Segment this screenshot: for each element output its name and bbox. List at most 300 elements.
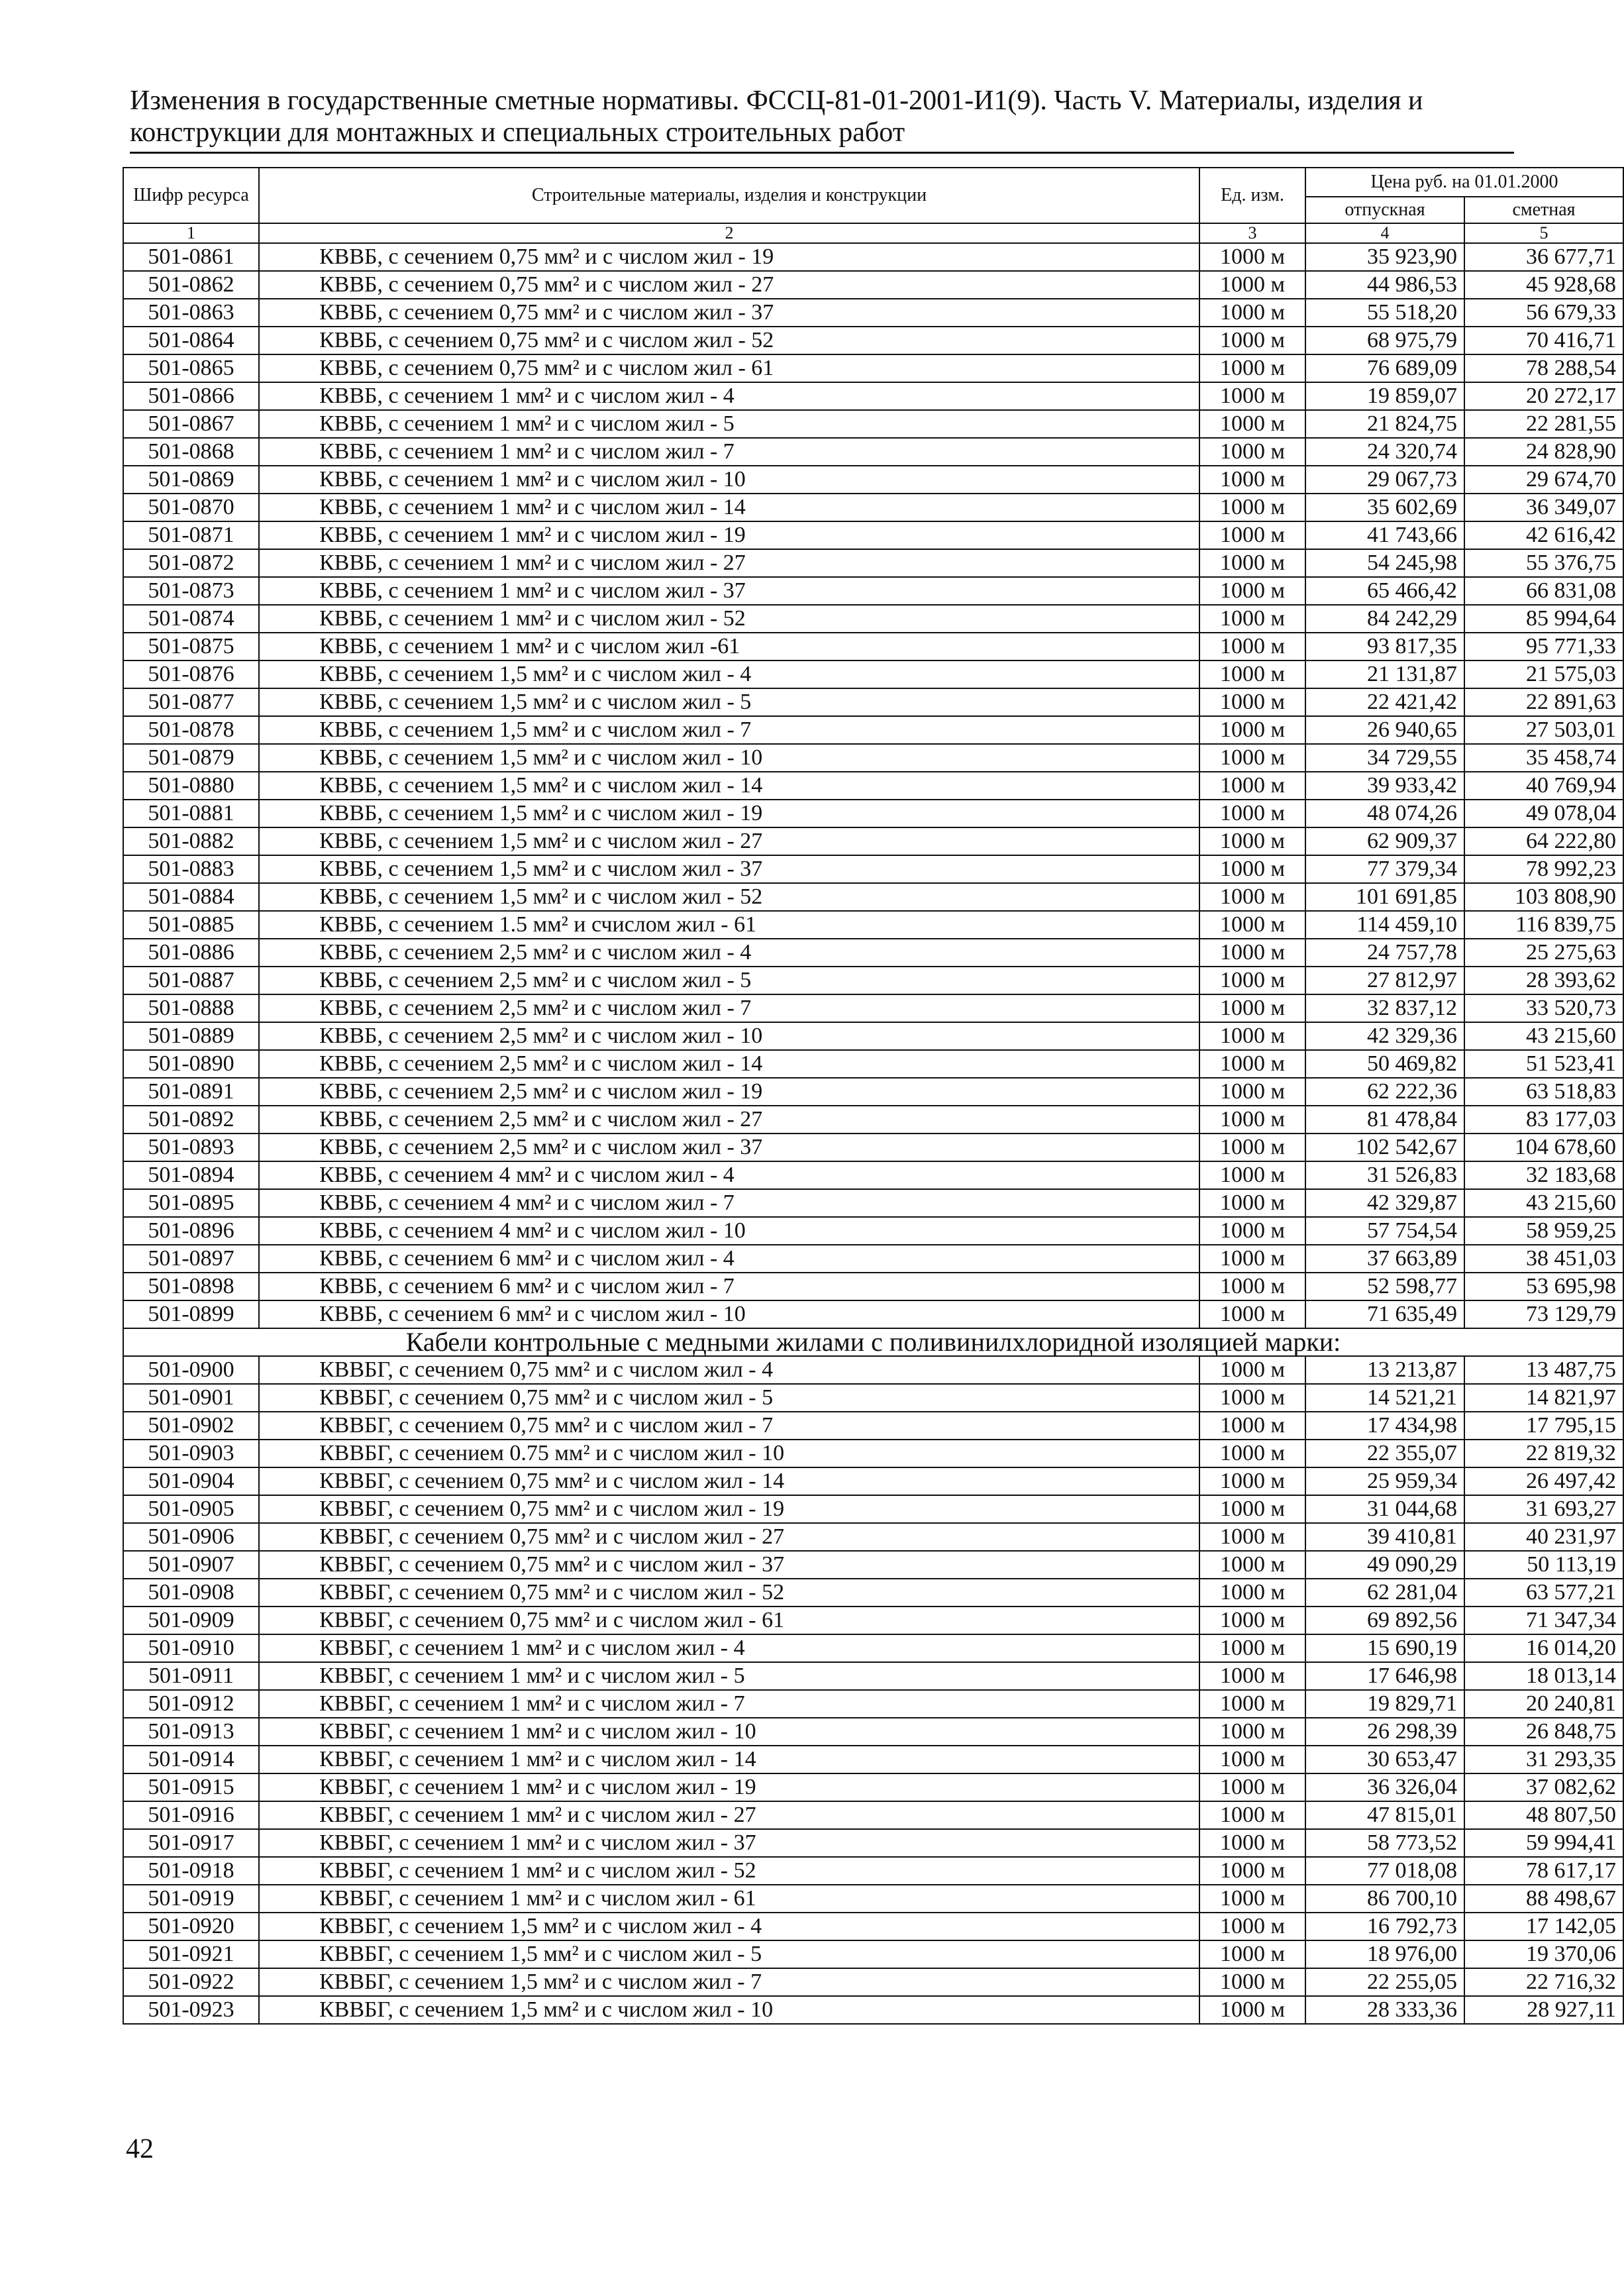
estimate-price: 95 771,33 [1464, 633, 1623, 660]
resource-code: 501-0895 [123, 1189, 259, 1217]
table-row [123, 327, 1623, 354]
table-body-kvvb [123, 243, 1623, 1328]
material-name: КВВБГ, с сечением 1,5 мм² и с числом жил - 7 [259, 1968, 1199, 1996]
resource-code: 501-0916 [123, 1801, 259, 1829]
release-price: 30 653,47 [1305, 1746, 1464, 1773]
table-row [123, 827, 1623, 855]
estimate-price: 22 716,32 [1464, 1968, 1623, 1996]
resource-code: 501-0892 [123, 1106, 259, 1134]
release-price: 36 326,04 [1305, 1773, 1464, 1801]
table-row [123, 1634, 1623, 1662]
material-name: КВВБ, с сечением 4 мм² и с числом жил - 10 [259, 1217, 1199, 1245]
table-row [123, 521, 1623, 549]
material-name: КВВБ, с сечением 1,5 мм² и с числом жил - 4 [259, 660, 1199, 688]
unit-cell: 1000 м [1199, 1300, 1305, 1328]
table-header [123, 168, 1623, 243]
unit-cell: 1000 м [1199, 1384, 1305, 1412]
release-price: 34 729,55 [1305, 744, 1464, 772]
material-name: КВВБ, с сечением 0,75 мм² и с числом жил - 61 [259, 354, 1199, 382]
resource-code: 501-0919 [123, 1885, 259, 1913]
release-price: 22 355,07 [1305, 1440, 1464, 1467]
estimate-price: 58 959,25 [1464, 1217, 1623, 1245]
table-row [123, 1078, 1623, 1106]
release-price: 76 689,09 [1305, 354, 1464, 382]
estimate-price: 31 693,27 [1464, 1495, 1623, 1523]
resource-code: 501-0863 [123, 299, 259, 327]
release-price: 31 044,68 [1305, 1495, 1464, 1523]
resource-code: 501-0865 [123, 354, 259, 382]
table-row [123, 1273, 1623, 1300]
table-row [123, 1968, 1623, 1996]
resource-code: 501-0905 [123, 1495, 259, 1523]
resource-code: 501-0901 [123, 1384, 259, 1412]
unit-cell: 1000 м [1199, 1106, 1305, 1134]
material-name: КВВБ, с сечением 2,5 мм² и с числом жил - 7 [259, 994, 1199, 1022]
release-price: 47 815,01 [1305, 1801, 1464, 1829]
material-name: КВВБ, с сечением 2,5 мм² и с числом жил - 5 [259, 967, 1199, 994]
resource-code: 501-0864 [123, 327, 259, 354]
table-row [123, 1913, 1623, 1940]
estimate-price: 22 281,55 [1464, 410, 1623, 438]
col-header-name: Строительные материалы, изделия и конструкции [259, 168, 1199, 223]
estimate-price: 29 674,70 [1464, 466, 1623, 494]
table-row [123, 855, 1623, 883]
unit-cell: 1000 м [1199, 967, 1305, 994]
resource-code: 501-0891 [123, 1078, 259, 1106]
material-name: КВВБ, с сечением 2,5 мм² и с числом жил - 27 [259, 1106, 1199, 1134]
unit-cell: 1000 м [1199, 438, 1305, 466]
table-row [123, 1551, 1623, 1579]
estimate-price: 73 129,79 [1464, 1300, 1623, 1328]
release-price: 62 909,37 [1305, 827, 1464, 855]
table-row [123, 1245, 1623, 1273]
unit-cell: 1000 м [1199, 855, 1305, 883]
release-price: 19 829,71 [1305, 1690, 1464, 1718]
material-name: КВВБГ, с сечением 1 мм² и с числом жил - 61 [259, 1885, 1199, 1913]
unit-cell: 1000 м [1199, 1829, 1305, 1857]
resource-code: 501-0917 [123, 1829, 259, 1857]
unit-cell: 1000 м [1199, 827, 1305, 855]
unit-cell: 1000 м [1199, 994, 1305, 1022]
table-row [123, 466, 1623, 494]
material-name: КВВБГ, с сечением 0,75 мм² и с числом жил - 37 [259, 1551, 1199, 1579]
resource-code: 501-0909 [123, 1607, 259, 1634]
unit-cell: 1000 м [1199, 410, 1305, 438]
material-name: КВВБ, с сечением 0,75 мм² и с числом жил - 27 [259, 271, 1199, 299]
release-price: 58 773,52 [1305, 1829, 1464, 1857]
release-price: 28 333,36 [1305, 1996, 1464, 2024]
material-name: КВВБ, с сечением 1 мм² и с числом жил - 5 [259, 410, 1199, 438]
table-row [123, 299, 1623, 327]
table-row [123, 883, 1623, 911]
estimate-price: 50 113,19 [1464, 1551, 1623, 1579]
unit-cell: 1000 м [1199, 1857, 1305, 1885]
material-name: КВВБГ, с сечением 1 мм² и с числом жил - 37 [259, 1829, 1199, 1857]
material-name: КВВБГ, с сечением 1 мм² и с числом жил - 4 [259, 1634, 1199, 1662]
estimate-price: 78 288,54 [1464, 354, 1623, 382]
resource-code: 501-0908 [123, 1579, 259, 1607]
material-name: КВВБГ, с сечением 0,75 мм² и с числом жил - 5 [259, 1384, 1199, 1412]
resource-code: 501-0922 [123, 1968, 259, 1996]
table-row [123, 1746, 1623, 1773]
material-name: КВВБ, с сечением 1 мм² и с числом жил - 27 [259, 549, 1199, 577]
resource-code: 501-0915 [123, 1773, 259, 1801]
material-name: КВВБГ, с сечением 0,75 мм² и с числом жил - 19 [259, 1495, 1199, 1523]
unit-cell: 1000 м [1199, 1801, 1305, 1829]
table-row [123, 1996, 1623, 2024]
col-header-unit: Ед. изм. [1199, 168, 1305, 223]
resource-code: 501-0911 [123, 1662, 259, 1690]
col-number-5: 5 [1464, 223, 1623, 243]
material-name: КВВБ, с сечением 2,5 мм² и с числом жил - 10 [259, 1022, 1199, 1050]
unit-cell: 1000 м [1199, 1940, 1305, 1968]
release-price: 55 518,20 [1305, 299, 1464, 327]
resource-code: 501-0902 [123, 1412, 259, 1440]
estimate-price: 13 487,75 [1464, 1356, 1623, 1384]
unit-cell: 1000 м [1199, 466, 1305, 494]
resource-code: 501-0918 [123, 1857, 259, 1885]
estimate-price: 59 994,41 [1464, 1829, 1623, 1857]
unit-cell: 1000 м [1199, 1467, 1305, 1495]
header-rule [130, 152, 1514, 154]
material-name: КВВБ, с сечением 1,5 мм² и с числом жил - 5 [259, 688, 1199, 716]
estimate-price: 64 222,80 [1464, 827, 1623, 855]
table-row [123, 1300, 1623, 1328]
estimate-price: 22 891,63 [1464, 688, 1623, 716]
resource-code: 501-0903 [123, 1440, 259, 1467]
estimate-price: 22 819,32 [1464, 1440, 1623, 1467]
unit-cell: 1000 м [1199, 327, 1305, 354]
material-name: КВВБГ, с сечением 1 мм² и с числом жил - 10 [259, 1718, 1199, 1746]
estimate-price: 14 821,97 [1464, 1384, 1623, 1412]
resource-code: 501-0878 [123, 716, 259, 744]
estimate-price: 42 616,42 [1464, 521, 1623, 549]
table-row [123, 1467, 1623, 1495]
table-row [123, 577, 1623, 605]
release-price: 26 298,39 [1305, 1718, 1464, 1746]
resource-code: 501-0870 [123, 494, 259, 521]
unit-cell: 1000 м [1199, 1050, 1305, 1078]
resource-code: 501-0874 [123, 605, 259, 633]
unit-cell: 1000 м [1199, 939, 1305, 967]
unit-cell: 1000 м [1199, 494, 1305, 521]
material-name: КВВБ, с сечением 6 мм² и с числом жил - 10 [259, 1300, 1199, 1328]
estimate-price: 49 078,04 [1464, 800, 1623, 827]
estimate-price: 36 677,71 [1464, 243, 1623, 271]
release-price: 22 255,05 [1305, 1968, 1464, 1996]
estimate-price: 17 142,05 [1464, 1913, 1623, 1940]
estimate-price: 78 617,17 [1464, 1857, 1623, 1885]
table-row [123, 1356, 1623, 1384]
page-number: 42 [126, 2134, 154, 2164]
material-name: КВВБГ, с сечением 1 мм² и с числом жил - 52 [259, 1857, 1199, 1885]
table-row [123, 800, 1623, 827]
estimate-price: 28 927,11 [1464, 1996, 1623, 2024]
unit-cell: 1000 м [1199, 633, 1305, 660]
unit-cell: 1000 м [1199, 1551, 1305, 1579]
unit-cell: 1000 м [1199, 1189, 1305, 1217]
material-name: КВВБ, с сечением 2,5 мм² и с числом жил - 37 [259, 1134, 1199, 1161]
table-row [123, 1857, 1623, 1885]
section-row [123, 1328, 1623, 1356]
release-price: 14 521,21 [1305, 1384, 1464, 1412]
resource-code: 501-0899 [123, 1300, 259, 1328]
release-price: 57 754,54 [1305, 1217, 1464, 1245]
resource-code: 501-0879 [123, 744, 259, 772]
unit-cell: 1000 м [1199, 1996, 1305, 2024]
resource-code: 501-0875 [123, 633, 259, 660]
release-price: 44 986,53 [1305, 271, 1464, 299]
unit-cell: 1000 м [1199, 1690, 1305, 1718]
table-row [123, 1022, 1623, 1050]
material-name: КВВБ, с сечением 1,5 мм² и с числом жил - 10 [259, 744, 1199, 772]
resource-code: 501-0877 [123, 688, 259, 716]
release-price: 17 646,98 [1305, 1662, 1464, 1690]
unit-cell: 1000 м [1199, 1440, 1305, 1467]
header-line-2: конструкции для монтажных и специальных строительных работ [130, 117, 905, 148]
release-price: 29 067,73 [1305, 466, 1464, 494]
resource-code: 501-0884 [123, 883, 259, 911]
release-price: 21 824,75 [1305, 410, 1464, 438]
col-number-2: 2 [259, 223, 1199, 243]
unit-cell: 1000 м [1199, 1245, 1305, 1273]
estimate-price: 31 293,35 [1464, 1746, 1623, 1773]
release-price: 68 975,79 [1305, 327, 1464, 354]
unit-cell: 1000 м [1199, 800, 1305, 827]
table-row [123, 1885, 1623, 1913]
estimate-price: 63 577,21 [1464, 1579, 1623, 1607]
resource-code: 501-0912 [123, 1690, 259, 1718]
release-price: 31 526,83 [1305, 1161, 1464, 1189]
material-name: КВВБ, с сечением 6 мм² и с числом жил - 7 [259, 1273, 1199, 1300]
table-row [123, 1801, 1623, 1829]
resource-code: 501-0869 [123, 466, 259, 494]
resource-code: 501-0900 [123, 1356, 259, 1384]
col-header-price: Цена руб. на 01.01.2000 [1305, 168, 1623, 197]
table-row [123, 243, 1623, 271]
estimate-price: 33 520,73 [1464, 994, 1623, 1022]
unit-cell: 1000 м [1199, 1217, 1305, 1245]
resource-code: 501-0885 [123, 911, 259, 939]
unit-cell: 1000 м [1199, 577, 1305, 605]
estimate-price: 66 831,08 [1464, 577, 1623, 605]
material-name: КВВБ, с сечением 1 мм² и с числом жил -61 [259, 633, 1199, 660]
material-name: КВВБГ, с сечением 0,75 мм² и с числом жил - 4 [259, 1356, 1199, 1384]
material-name: КВВБ, с сечением 0,75 мм² и с числом жил - 19 [259, 243, 1199, 271]
table-row [123, 1940, 1623, 1968]
table-row [123, 354, 1623, 382]
table-row [123, 410, 1623, 438]
table-row [123, 438, 1623, 466]
table-row [123, 1050, 1623, 1078]
release-price: 114 459,10 [1305, 911, 1464, 939]
resource-code: 501-0904 [123, 1467, 259, 1495]
material-name: КВВБГ, с сечением 0,75 мм² и с числом жил - 27 [259, 1523, 1199, 1551]
resource-code: 501-0876 [123, 660, 259, 688]
table-row [123, 1523, 1623, 1551]
material-name: КВВБГ, с сечением 1 мм² и с числом жил - 19 [259, 1773, 1199, 1801]
table-row [123, 1217, 1623, 1245]
material-name: КВВБ, с сечением 1 мм² и с числом жил - 7 [259, 438, 1199, 466]
resource-code: 501-0866 [123, 382, 259, 410]
table-row [123, 744, 1623, 772]
unit-cell: 1000 м [1199, 1412, 1305, 1440]
resource-code: 501-0896 [123, 1217, 259, 1245]
estimate-price: 25 275,63 [1464, 939, 1623, 967]
material-name: КВВБ, с сечением 4 мм² и с числом жил - 7 [259, 1189, 1199, 1217]
unit-cell: 1000 м [1199, 1134, 1305, 1161]
table-row [123, 1189, 1623, 1217]
estimate-price: 35 458,74 [1464, 744, 1623, 772]
resource-code: 501-0882 [123, 827, 259, 855]
col-header-release-price: отпускная [1305, 197, 1464, 223]
table-row [123, 994, 1623, 1022]
unit-cell: 1000 м [1199, 772, 1305, 800]
table-row [123, 549, 1623, 577]
unit-cell: 1000 м [1199, 1356, 1305, 1384]
resource-code: 501-0923 [123, 1996, 259, 2024]
material-name: КВВБГ, с сечением 0,75 мм² и с числом жил - 7 [259, 1412, 1199, 1440]
release-price: 35 602,69 [1305, 494, 1464, 521]
resource-code: 501-0888 [123, 994, 259, 1022]
table-row [123, 494, 1623, 521]
material-name: КВВБ, с сечением 1 мм² и с числом жил - 19 [259, 521, 1199, 549]
release-price: 77 018,08 [1305, 1857, 1464, 1885]
release-price: 42 329,36 [1305, 1022, 1464, 1050]
material-name: КВВБ, с сечением 1 мм² и с числом жил - 52 [259, 605, 1199, 633]
release-price: 21 131,87 [1305, 660, 1464, 688]
table-row [123, 1690, 1623, 1718]
release-price: 18 976,00 [1305, 1940, 1464, 1968]
material-name: КВВБ, с сечением 6 мм² и с числом жил - 4 [259, 1245, 1199, 1273]
release-price: 71 635,49 [1305, 1300, 1464, 1328]
estimate-price: 63 518,83 [1464, 1078, 1623, 1106]
unit-cell: 1000 м [1199, 1022, 1305, 1050]
material-name: КВВБ, с сечением 1,5 мм² и с числом жил - 14 [259, 772, 1199, 800]
table-row [123, 967, 1623, 994]
resource-code: 501-0907 [123, 1551, 259, 1579]
release-price: 39 410,81 [1305, 1523, 1464, 1551]
resource-code: 501-0906 [123, 1523, 259, 1551]
resource-code: 501-0910 [123, 1634, 259, 1662]
resource-code: 501-0893 [123, 1134, 259, 1161]
release-price: 84 242,29 [1305, 605, 1464, 633]
material-name: КВВБГ, с сечением 1,5 мм² и с числом жил - 5 [259, 1940, 1199, 1968]
table-row [123, 1773, 1623, 1801]
table-row [123, 716, 1623, 744]
estimate-price: 78 992,23 [1464, 855, 1623, 883]
estimate-price: 40 231,97 [1464, 1523, 1623, 1551]
resource-code: 501-0887 [123, 967, 259, 994]
unit-cell: 1000 м [1199, 549, 1305, 577]
resource-code: 501-0861 [123, 243, 259, 271]
release-price: 101 691,85 [1305, 883, 1464, 911]
table-row [123, 911, 1623, 939]
resource-code: 501-0913 [123, 1718, 259, 1746]
release-price: 48 074,26 [1305, 800, 1464, 827]
material-name: КВВБ, с сечением 2,5 мм² и с числом жил - 14 [259, 1050, 1199, 1078]
release-price: 13 213,87 [1305, 1356, 1464, 1384]
resource-code: 501-0868 [123, 438, 259, 466]
material-name: КВВБ, с сечением 2,5 мм² и с числом жил - 19 [259, 1078, 1199, 1106]
unit-cell: 1000 м [1199, 299, 1305, 327]
unit-cell: 1000 м [1199, 1718, 1305, 1746]
unit-cell: 1000 м [1199, 1773, 1305, 1801]
material-name: КВВБ, с сечением 1 мм² и с числом жил - 37 [259, 577, 1199, 605]
release-price: 42 329,87 [1305, 1189, 1464, 1217]
release-price: 77 379,34 [1305, 855, 1464, 883]
table-body-kvvbg [123, 1356, 1623, 2024]
material-name: КВВБГ, с сечением 1 мм² и с числом жил - 27 [259, 1801, 1199, 1829]
table-row [123, 1495, 1623, 1523]
estimate-price: 26 848,75 [1464, 1718, 1623, 1746]
section-row-group [123, 1328, 1623, 1356]
estimate-price: 26 497,42 [1464, 1467, 1623, 1495]
unit-cell: 1000 м [1199, 1746, 1305, 1773]
header-line-1: Изменения в государственные сметные нормативы. ФССЦ-81-01-2001-И1(9). Часть V. Материалы, изделия и [130, 85, 1423, 116]
table-row [123, 1440, 1623, 1467]
material-name: КВВБГ, с сечением 1,5 мм² и с числом жил - 4 [259, 1913, 1199, 1940]
resource-code: 501-0920 [123, 1913, 259, 1940]
estimate-price: 56 679,33 [1464, 299, 1623, 327]
release-price: 17 434,98 [1305, 1412, 1464, 1440]
release-price: 32 837,12 [1305, 994, 1464, 1022]
material-name: КВВБ, с сечением 0,75 мм² и с числом жил - 52 [259, 327, 1199, 354]
resource-code: 501-0872 [123, 549, 259, 577]
table-row [123, 939, 1623, 967]
release-price: 25 959,34 [1305, 1467, 1464, 1495]
release-price: 50 469,82 [1305, 1050, 1464, 1078]
price-table [123, 167, 1624, 2025]
table-row [123, 1579, 1623, 1607]
unit-cell: 1000 м [1199, 1885, 1305, 1913]
estimate-price: 85 994,64 [1464, 605, 1623, 633]
release-price: 26 940,65 [1305, 716, 1464, 744]
unit-cell: 1000 м [1199, 660, 1305, 688]
table-row [123, 688, 1623, 716]
estimate-price: 48 807,50 [1464, 1801, 1623, 1829]
resource-code: 501-0883 [123, 855, 259, 883]
unit-cell: 1000 м [1199, 1968, 1305, 1996]
material-name: КВВБ, с сечением 1,5 мм² и с числом жил - 52 [259, 883, 1199, 911]
material-name: КВВБ, с сечением 1 мм² и с числом жил - 4 [259, 382, 1199, 410]
release-price: 62 281,04 [1305, 1579, 1464, 1607]
estimate-price: 36 349,07 [1464, 494, 1623, 521]
estimate-price: 53 695,98 [1464, 1273, 1623, 1300]
unit-cell: 1000 м [1199, 271, 1305, 299]
release-price: 37 663,89 [1305, 1245, 1464, 1273]
release-price: 86 700,10 [1305, 1885, 1464, 1913]
col-number-1: 1 [123, 223, 259, 243]
table-row [123, 382, 1623, 410]
release-price: 93 817,35 [1305, 633, 1464, 660]
estimate-price: 83 177,03 [1464, 1106, 1623, 1134]
estimate-price: 24 828,90 [1464, 438, 1623, 466]
release-price: 49 090,29 [1305, 1551, 1464, 1579]
estimate-price: 20 272,17 [1464, 382, 1623, 410]
estimate-price: 18 013,14 [1464, 1662, 1623, 1690]
page-header [130, 85, 1501, 148]
release-price: 65 466,42 [1305, 577, 1464, 605]
unit-cell: 1000 м [1199, 382, 1305, 410]
unit-cell: 1000 м [1199, 1607, 1305, 1634]
unit-cell: 1000 м [1199, 243, 1305, 271]
resource-code: 501-0897 [123, 1245, 259, 1273]
release-price: 39 933,42 [1305, 772, 1464, 800]
unit-cell: 1000 м [1199, 1078, 1305, 1106]
resource-code: 501-0921 [123, 1940, 259, 1968]
material-name: КВВБГ, с сечением 1 мм² и с числом жил - 7 [259, 1690, 1199, 1718]
